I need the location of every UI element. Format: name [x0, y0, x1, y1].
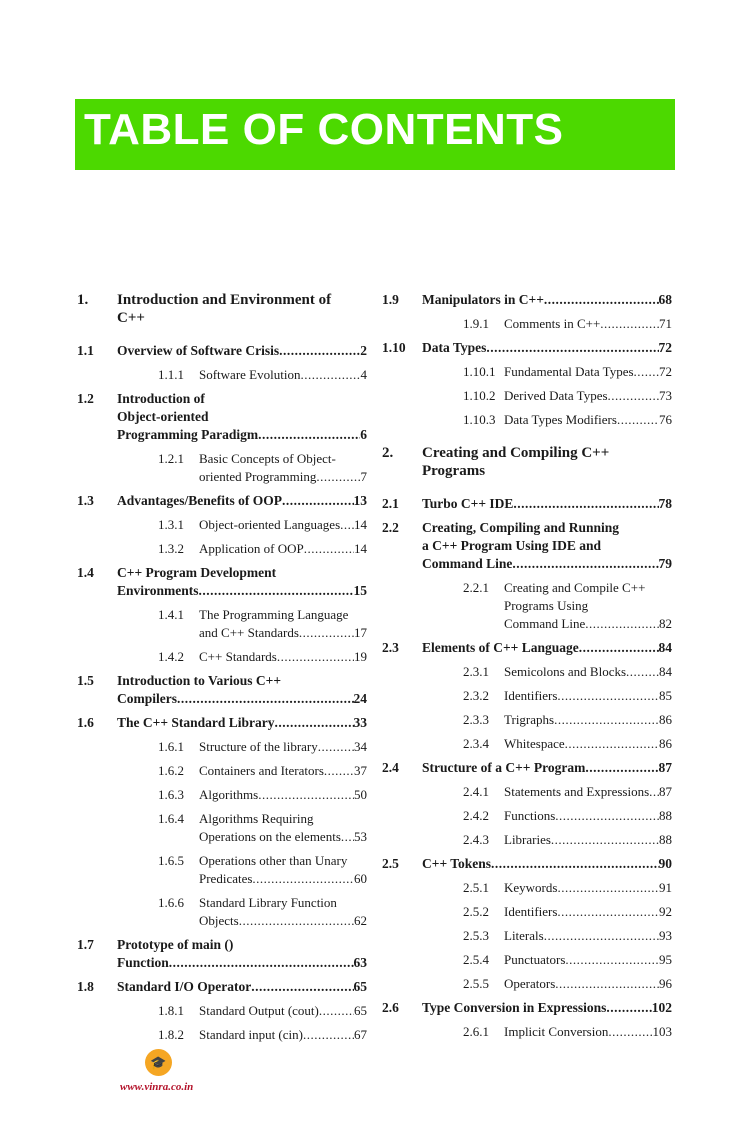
- toc-entry-sub[interactable]: [77, 366, 367, 384]
- section-number: 2.5.4: [463, 952, 489, 967]
- page-number: 72: [658, 340, 672, 355]
- section-number: 1.10.3: [463, 412, 496, 427]
- section-title-line: Basic Concepts of Object-: [199, 451, 336, 466]
- dot-leader: [319, 1002, 354, 1020]
- page-number: 87: [659, 784, 672, 799]
- section-number: 2.4.1: [463, 784, 489, 799]
- dot-leader: [177, 690, 354, 708]
- dot-leader: [512, 555, 658, 573]
- section-title-line: Derived Data Types: [504, 388, 608, 403]
- section-title-line: Structure of the library: [199, 739, 318, 754]
- dot-leader: [282, 492, 354, 510]
- section-title-line: C++ Program Development: [117, 565, 277, 580]
- page-number: 91: [659, 880, 672, 895]
- section-number: 1.6: [77, 715, 94, 730]
- page-number: 65: [354, 1003, 367, 1018]
- website-link[interactable]: www.vinra.co.in: [120, 1081, 194, 1093]
- section-title-line: Libraries: [504, 832, 551, 847]
- page-number: 102: [651, 1000, 672, 1015]
- section-title-line: Trigraphs: [504, 712, 555, 727]
- page-number: 93: [659, 928, 672, 943]
- dot-leader: [486, 339, 658, 357]
- section-title-line: C++ Tokens: [422, 856, 492, 871]
- page-number: 53: [354, 829, 367, 844]
- toc-entry-main[interactable]: [382, 339, 672, 357]
- toc-entry-sub[interactable]: [77, 786, 367, 804]
- toc-entry-sub[interactable]: [382, 879, 672, 897]
- page-number: 19: [354, 649, 367, 664]
- dot-leader: [251, 978, 353, 996]
- toc-entry-sub[interactable]: [77, 648, 367, 666]
- section-number: 1.1: [77, 343, 94, 358]
- section-title-line: Predicates: [199, 871, 253, 886]
- dot-leader: [606, 999, 651, 1017]
- section-number: 1.6.1: [158, 739, 184, 754]
- section-title-line: C++: [117, 310, 145, 326]
- section-title-line: Containers and Iterators: [199, 763, 324, 778]
- section-number: 2.6.1: [463, 1024, 489, 1039]
- section-number: 1.6.4: [158, 811, 184, 826]
- toc-entry-main[interactable]: [77, 672, 367, 708]
- section-title-line: Standard I/O Operator: [117, 979, 252, 994]
- section-title-line: Identifiers: [504, 688, 558, 703]
- toc-entry-sub[interactable]: [382, 783, 672, 801]
- toc-entry-sub[interactable]: [382, 903, 672, 921]
- toc-right-column: [382, 291, 672, 1047]
- page-number: 13: [353, 493, 367, 508]
- page-number: 79: [658, 556, 672, 571]
- section-title-line: Fundamental Data Types: [504, 364, 634, 379]
- dot-leader: [551, 831, 659, 849]
- toc-entry-main[interactable]: [77, 492, 367, 510]
- page-number: 15: [353, 583, 367, 598]
- toc-entry-sub[interactable]: [382, 711, 672, 729]
- page-number: 82: [659, 616, 672, 631]
- dot-leader: [199, 582, 354, 600]
- dot-leader: [555, 807, 659, 825]
- section-title-line: Command Line: [422, 556, 513, 571]
- dot-leader: [300, 366, 360, 384]
- toc-entry-sub[interactable]: [77, 894, 367, 930]
- section-title-line: Whitespace: [504, 736, 565, 751]
- dot-leader: [608, 1023, 652, 1041]
- section-title-line: Data Types: [422, 340, 487, 355]
- section-title-line: Identifiers: [504, 904, 558, 919]
- section-title-line: The C++ Standard Library: [117, 715, 275, 730]
- page-number: 65: [353, 979, 367, 994]
- toc-entry-main[interactable]: [382, 495, 672, 513]
- dot-leader: [544, 291, 659, 309]
- section-title-line: Environments: [117, 583, 199, 598]
- toc-entry-sub[interactable]: [77, 540, 367, 558]
- section-number: 1.6.6: [158, 895, 184, 910]
- dot-leader: [316, 468, 360, 486]
- page-number: 17: [354, 625, 367, 640]
- section-title-line: Standard input (cin): [199, 1027, 303, 1042]
- section-number: 1.7: [77, 937, 94, 952]
- dot-leader: [600, 315, 659, 333]
- section-number: 2.3: [382, 640, 399, 655]
- toc-entry-sub[interactable]: [382, 951, 672, 969]
- toc-entry-main[interactable]: [382, 855, 672, 873]
- section-title-line: Object-oriented: [117, 409, 209, 424]
- section-title-line: Elements of C++ Language: [422, 640, 579, 655]
- toc-entry-sub[interactable]: [382, 735, 672, 753]
- page-number: 34: [354, 739, 367, 754]
- section-number: 2.3.3: [463, 712, 489, 727]
- dot-leader: [258, 426, 360, 444]
- section-title-line: Semicolons and Blocks: [504, 664, 627, 679]
- toc-left-column: [77, 291, 367, 1050]
- toc-entry-sub[interactable]: [382, 807, 672, 825]
- dot-leader: [318, 738, 354, 756]
- dot-leader: [324, 762, 354, 780]
- dot-leader: [557, 879, 659, 897]
- toc-entry-sub[interactable]: [77, 762, 367, 780]
- dot-leader: [239, 912, 354, 930]
- section-title-line: Objects: [199, 913, 239, 928]
- toc-entry-main[interactable]: [77, 714, 367, 732]
- section-number: 1.3.2: [158, 541, 184, 556]
- section-number: 1.10: [382, 340, 406, 355]
- section-number: 2.6: [382, 1000, 399, 1015]
- section-number: 2.1: [382, 496, 399, 511]
- section-title-line: Programming Paradigm: [117, 427, 259, 442]
- section-title-line: Turbo C++ IDE: [422, 496, 514, 511]
- dot-leader: [275, 714, 354, 732]
- section-title-line: Creating and Compiling C++: [422, 445, 610, 461]
- page-number: 103: [652, 1024, 672, 1039]
- dot-leader: [626, 663, 659, 681]
- page-number: 33: [353, 715, 367, 730]
- section-number: 1.4.1: [158, 607, 184, 622]
- section-number: 2.3.2: [463, 688, 489, 703]
- section-title-line: Structure of a C++ Program: [422, 760, 586, 775]
- dot-leader: [585, 759, 658, 777]
- toc-entry-sub[interactable]: [382, 387, 672, 405]
- section-title-line: Algorithms Requiring: [199, 811, 314, 826]
- section-title-line: Functions: [504, 808, 556, 823]
- page-number: 76: [659, 412, 672, 427]
- section-number: 2.: [382, 445, 394, 461]
- dot-leader: [491, 855, 658, 873]
- section-number: 1.5: [77, 673, 94, 688]
- section-number: 1.3: [77, 493, 94, 508]
- page-number: 87: [658, 760, 672, 775]
- toc-entry-sub[interactable]: [77, 450, 367, 486]
- page-number: 72: [659, 364, 672, 379]
- dot-leader: [513, 495, 658, 513]
- toc-entry-main[interactable]: [382, 291, 672, 309]
- toc-entry-sub[interactable]: [382, 579, 672, 633]
- toc-entry-sub[interactable]: [77, 810, 367, 846]
- toc-entry-main[interactable]: [382, 999, 672, 1017]
- page-number: 90: [658, 856, 672, 871]
- section-title-line: oriented Programming: [199, 469, 317, 484]
- toc-entry-sub[interactable]: [382, 687, 672, 705]
- dot-leader: [608, 387, 659, 405]
- section-number: 1.6.3: [158, 787, 184, 802]
- toc-entry-sub[interactable]: [77, 738, 367, 756]
- page-number: 62: [354, 913, 367, 928]
- toc-entry-main[interactable]: [77, 390, 367, 444]
- toc-entry-sub[interactable]: [382, 411, 672, 429]
- toc-entry-main[interactable]: [77, 564, 367, 600]
- toc-entry-sub[interactable]: [382, 363, 672, 381]
- section-number: 2.5.3: [463, 928, 489, 943]
- dot-leader: [555, 975, 659, 993]
- section-number: 2.3.1: [463, 664, 489, 679]
- dot-leader: [277, 648, 354, 666]
- dot-leader: [565, 951, 659, 969]
- dot-leader: [258, 786, 354, 804]
- section-title-line: Operations other than Unary: [199, 853, 348, 868]
- section-number: 1.10.2: [463, 388, 496, 403]
- section-number: 1.3.1: [158, 517, 184, 532]
- dot-leader: [279, 342, 360, 360]
- dot-leader: [649, 783, 659, 801]
- dot-leader: [340, 516, 354, 534]
- section-title-line: Software Evolution: [199, 367, 301, 382]
- page-number: 88: [659, 808, 672, 823]
- section-number: 1.9: [382, 292, 399, 307]
- toc-entry-sub[interactable]: [77, 852, 367, 888]
- dot-leader: [557, 687, 659, 705]
- section-number: 1.9.1: [463, 316, 489, 331]
- section-title-line: Introduction to Various C++: [117, 673, 282, 688]
- page-number: 68: [658, 292, 672, 307]
- page-number: 85: [659, 688, 672, 703]
- section-number: 1.8.2: [158, 1027, 184, 1042]
- dot-leader: [557, 903, 659, 921]
- section-title-line: Type Conversion in Expressions: [422, 1000, 607, 1015]
- page-number: 7: [360, 469, 367, 484]
- section-number: 1.2.1: [158, 451, 184, 466]
- toc-entry-sub[interactable]: [382, 831, 672, 849]
- section-title-line: a C++ Program Using IDE and: [422, 538, 602, 553]
- page-number: 78: [658, 496, 672, 511]
- dot-leader: [304, 540, 354, 558]
- toc-entry-sub[interactable]: [382, 315, 672, 333]
- section-title-line: Implicit Conversion: [504, 1024, 609, 1039]
- section-number: 2.4.2: [463, 808, 489, 823]
- page-number: 96: [659, 976, 672, 991]
- section-title-line: Operations on the elements: [199, 829, 341, 844]
- toc-entry-chapter[interactable]: [382, 444, 672, 480]
- dot-leader: [579, 639, 659, 657]
- page-number: 71: [659, 316, 672, 331]
- section-title-line: Overview of Software Crisis: [117, 343, 280, 358]
- section-number: 2.2.1: [463, 580, 489, 595]
- toc-entry-sub[interactable]: [77, 1002, 367, 1020]
- page-number: 37: [354, 763, 367, 778]
- section-title-line: Creating and Compile C++: [504, 580, 646, 595]
- page-number: 86: [659, 736, 672, 751]
- section-title-line: Data Types Modifiers: [504, 412, 617, 427]
- section-number: 1.: [77, 292, 89, 308]
- dot-leader: [299, 624, 354, 642]
- toc-entry-main[interactable]: [77, 978, 367, 996]
- page-number: 60: [354, 871, 367, 886]
- page-number: 67: [354, 1027, 367, 1042]
- section-title-line: Function: [117, 955, 169, 970]
- section-title-line: Algorithms: [199, 787, 259, 802]
- toc-entry-main[interactable]: [382, 639, 672, 657]
- dot-leader: [169, 954, 354, 972]
- page-number: 6: [360, 427, 367, 442]
- section-title-line: Literals: [504, 928, 544, 943]
- toc-entry-sub[interactable]: [382, 975, 672, 993]
- dot-leader: [554, 711, 659, 729]
- page-number: 63: [353, 955, 367, 970]
- section-number: 1.4: [77, 565, 94, 580]
- page-title: TABLE OF CONTENTS: [84, 105, 564, 154]
- section-number: 2.2: [382, 520, 399, 535]
- toc-entry-main[interactable]: [382, 519, 672, 573]
- page-number: 50: [354, 787, 367, 802]
- section-title-line: Object-oriented Languages: [199, 517, 341, 532]
- dot-leader: [634, 363, 659, 381]
- section-title-line: Programs: [422, 463, 486, 479]
- toc-entry-main[interactable]: [77, 936, 367, 972]
- section-title-line: Programs Using: [504, 598, 589, 613]
- dot-leader: [565, 735, 659, 753]
- section-title-line: Keywords: [504, 880, 558, 895]
- section-number: 1.10.1: [463, 364, 496, 379]
- toc-entry-sub[interactable]: [382, 663, 672, 681]
- section-number: 1.8.1: [158, 1003, 184, 1018]
- section-number: 2.4.3: [463, 832, 489, 847]
- section-title-line: Application of OOP: [199, 541, 304, 556]
- section-title-line: Prototype of main (): [117, 937, 234, 952]
- section-title-line: Introduction of: [117, 391, 205, 406]
- page-number: 92: [659, 904, 672, 919]
- section-number: 1.2: [77, 391, 94, 406]
- section-title-line: Standard Output (cout): [199, 1003, 319, 1018]
- section-title-line: C++ Standards: [199, 649, 277, 664]
- section-title-line: Introduction and Environment of: [117, 292, 332, 308]
- page-number: 14: [354, 541, 367, 556]
- toc-entry-sub[interactable]: [382, 927, 672, 945]
- section-title-line: and C++ Standards: [199, 625, 299, 640]
- toc-entry-sub[interactable]: [382, 1023, 672, 1041]
- section-title-line: Command Line: [504, 616, 586, 631]
- toc-entry-chapter[interactable]: [77, 291, 367, 327]
- section-number: 1.4.2: [158, 649, 184, 664]
- section-title-line: The Programming Language: [199, 607, 349, 622]
- toc-entry-main[interactable]: [77, 342, 367, 360]
- section-number: 2.5.1: [463, 880, 489, 895]
- section-title-line: Standard Library Function: [199, 895, 337, 910]
- section-number: 1.6.2: [158, 763, 184, 778]
- section-title-line: Advantages/Benefits of OOP: [117, 493, 282, 508]
- section-title-line: Punctuators: [504, 952, 566, 967]
- section-title-line: Compilers: [117, 691, 177, 706]
- section-number: 2.5.5: [463, 976, 489, 991]
- graduation-cap-icon: 🎓: [145, 1049, 172, 1076]
- dot-leader: [585, 615, 659, 633]
- toc-entry-sub[interactable]: [77, 1026, 367, 1044]
- dot-leader: [252, 870, 354, 888]
- page-number: 86: [659, 712, 672, 727]
- page-number: 2: [360, 343, 367, 358]
- section-title-line: Operators: [504, 976, 556, 991]
- section-number: 1.1.1: [158, 367, 184, 382]
- section-title-line: Creating, Compiling and Running: [422, 520, 620, 535]
- section-number: 2.3.4: [463, 736, 489, 751]
- dot-leader: [341, 828, 354, 846]
- section-title-line: Statements and Expressions: [504, 784, 650, 799]
- page-number: 88: [659, 832, 672, 847]
- page-number: 4: [360, 367, 367, 382]
- section-title-line: Comments in C++: [504, 316, 601, 331]
- toc-entry-main[interactable]: [382, 759, 672, 777]
- page-number: 84: [659, 664, 672, 679]
- dot-leader: [617, 411, 659, 429]
- page-number: 24: [353, 691, 367, 706]
- page-number: 73: [659, 388, 672, 403]
- section-title-line: Manipulators in C++: [422, 292, 544, 307]
- section-number: 2.5.2: [463, 904, 489, 919]
- section-number: 1.8: [77, 979, 94, 994]
- page-number: 84: [658, 640, 672, 655]
- page-number: 14: [354, 517, 367, 532]
- dot-leader: [544, 927, 659, 945]
- section-number: 2.5: [382, 856, 399, 871]
- section-number: 1.6.5: [158, 853, 184, 868]
- dot-leader: [303, 1026, 354, 1044]
- section-number: 2.4: [382, 760, 399, 775]
- toc-entry-sub[interactable]: [77, 606, 367, 642]
- title-banner: [75, 99, 675, 170]
- toc-entry-sub[interactable]: [77, 516, 367, 534]
- page-number: 95: [659, 952, 672, 967]
